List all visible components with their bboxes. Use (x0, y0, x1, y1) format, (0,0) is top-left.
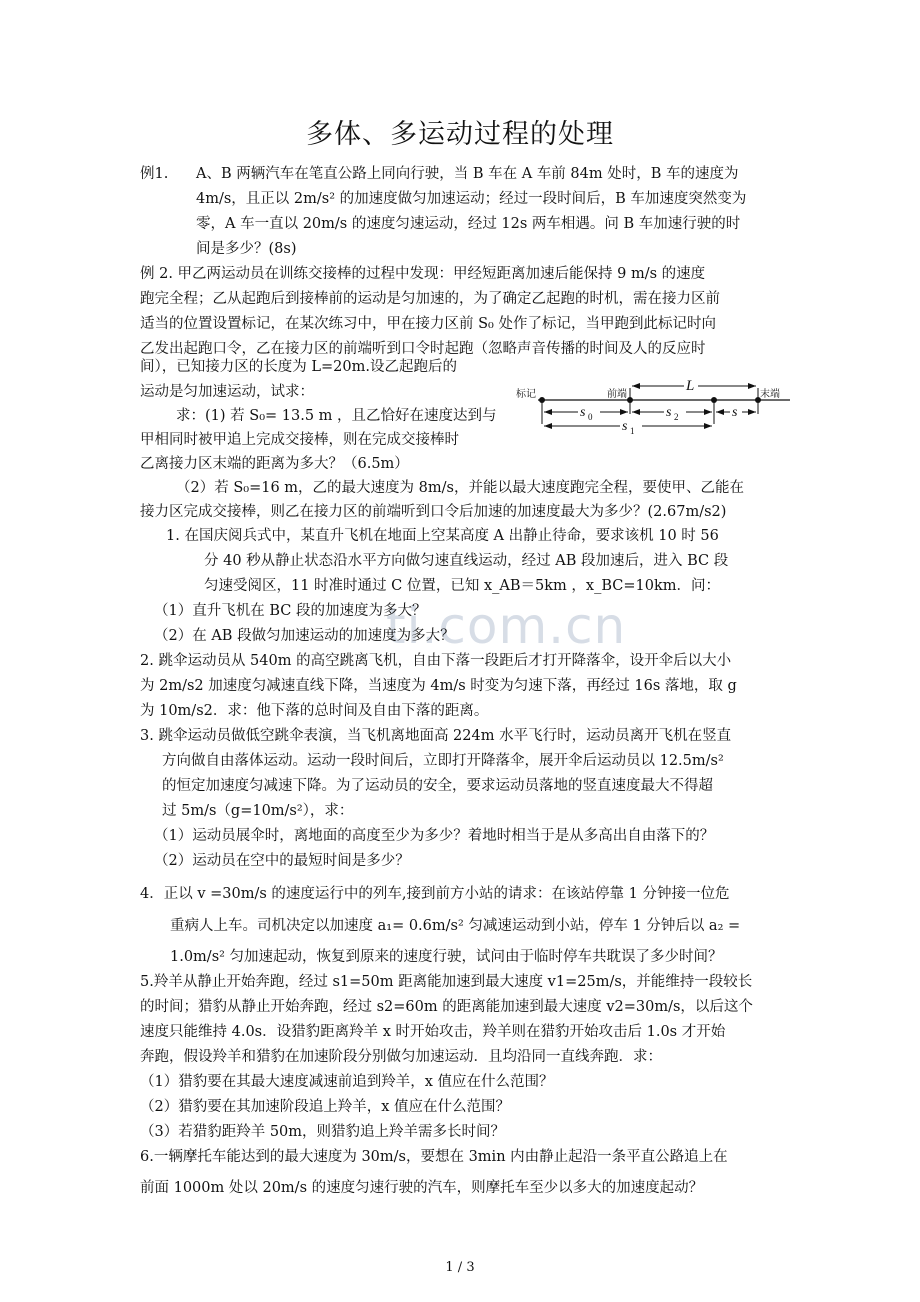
example-2-line-9: 乙离接力区末端的距离为多大？（6.5m） (140, 456, 409, 472)
example-2-line-6: 运动是匀加速运动，试求： (140, 384, 314, 400)
example-2-line-5: 间），已知接力区的长度为 L=20m.设乙起跑后的 (140, 359, 457, 375)
problem-4-line-1: 4．正以 v =30m/s 的速度运行中的列车,接到前方小站的请求：在该站停靠 1 分钟接一位危 (140, 886, 730, 902)
problem-5-line-3: 速度只能维持 4.0s．设猎豹距离羚羊 x 时开始攻击，羚羊则在猎豹开始攻击后 1.0s 才开始 (140, 1024, 726, 1040)
L-arrow-right-head (748, 383, 756, 389)
example-1-line-3: 零，A 车一直以 20m/s 的速度匀速运动，经过 12s 两车相遇。问 B 车加速行驶的时 (196, 216, 741, 232)
s2-subscript: 2 (674, 412, 679, 422)
s2-arrow-right-head (704, 409, 712, 415)
s1-arrow-left-head (544, 423, 552, 429)
example-2-line-3: 适当的位置设置标记，在某次练习中，甲在接力区前 S₀ 处作了标记，当甲跑到此标记时向 (140, 316, 716, 332)
page-title: 多体、多运动过程的处理 (306, 119, 614, 150)
problem-5-line-4: 奔跑，假设羚羊和猎豹在加速阶段分别做匀加速运动．且均沿同一直线奔跑．求： (140, 1049, 662, 1065)
watermark: ti.com.cn (386, 597, 627, 655)
problem-2-line-3: 为 10m/s2．求：他下落的总时间及自由下落的距离。 (140, 703, 489, 719)
problem-5-question-3: （3）若猎豹距羚羊 50m，则猎豹追上羚羊需多长时间？ (140, 1124, 506, 1140)
problem-2-line-1: 2. 跳伞运动员从 540m 的高空跳离飞机，自由下落一段距后才打开降落伞，设开伞后以大小 (140, 653, 732, 669)
s2-label: s (666, 405, 672, 420)
relay-zone-diagram (512, 378, 797, 434)
problem-1-line-2: 分 40 秒从静止状态沿水平方向做匀速直线运动，经过 AB 段加速后，进入 BC 段 (204, 553, 729, 569)
example-2-line-10: （2）若 S₀=16 m，乙的最大速度为 8m/s，并能以最大速度跑完全程，要使甲、乙能在 (176, 480, 744, 496)
s-label: s (732, 405, 738, 420)
example-1-line-4: 间是多少？(8s) (196, 241, 297, 257)
s2-arrow-left-head (632, 409, 640, 415)
s1-label: s (622, 419, 628, 434)
problem-5-line-1: 5.羚羊从静止开始奔跑，经过 s1=50m 距离能加速到最大速度 v1=25m/s，并能维持一段较长 (140, 974, 753, 990)
problem-3-question-2: （2）运动员在空中的最短时间是多少？ (154, 853, 410, 869)
problem-1-line-3: 匀速受阅区，11 时准时通过 C 位置，已知 x_AB＝5km ，x_BC=10km．问： (204, 578, 720, 594)
example-2-line-7: 求：(1) 若 S₀= 13.5 m ，且乙恰好在速度达到与 (176, 408, 497, 424)
L-label: L (686, 378, 695, 394)
mark-label: 标记 (516, 389, 536, 400)
example-1-line-1: A、B 两辆汽车在笔直公路上同向行驶，当 B 车在 A 车前 84m 处时，B 车的速度为 (196, 166, 739, 182)
problem-1-question-2: （2）在 AB 段做匀加速运动的加速度为多大？ (154, 628, 455, 644)
s1-arrow-right-head (704, 423, 712, 429)
end-label: 末端 (760, 389, 780, 400)
s1-subscript: 1 (630, 426, 635, 434)
problem-3-line-2: 方向做自由落体运动。运动一段时间后，立即打开降落伞，展开伞后运动员以 12.5m/s² (162, 753, 724, 769)
problem-5-line-2: 的时间；猎豹从静止开始奔跑，经过 s2=60m 的距离能加速到最大速度 v2=30m/s，以后这个 (140, 999, 753, 1015)
problem-3-question-1: （1）运动员展伞时，离地面的高度至少为多少？着地时相当于是从多高出自由落下的？ (154, 828, 715, 844)
s-arrow-left-head (716, 409, 724, 415)
s0-subscript: 0 (588, 412, 593, 422)
problem-2-line-2: 为 2m/s2 加速度匀减速直线下降，当速度为 4m/s 时变为匀速下落，再经过 16s 落地，取 g (140, 678, 737, 694)
problem-1-line-1: 1. 在国庆阅兵式中，某直升飞机在地面上空某高度 A 出静止待命，要求该机 10 时 56 (166, 528, 719, 544)
example-2-line-4: 乙发出起跑口令，乙在接力区的前端听到口令时起跑（忽略声音传播的时间及人的反应时 (140, 341, 706, 357)
example-2-line-1: 例 2. 甲乙两运动员在训练交接棒的过程中发现：甲经短距离加速后能保持 9 m/s 的速度 (140, 266, 706, 282)
problem-3-line-4: 过 5m/s（g=10m/s²），求： (162, 803, 354, 819)
front-label: 前端 (607, 389, 627, 400)
s0-arrow-right-head (620, 409, 628, 415)
problem-3-line-3: 的恒定加速度匀减速下降。为了运动员的安全，要求运动员落地的竖直速度最大不得超 (162, 778, 713, 794)
problem-4-line-3: 1.0m/s² 匀加速起动，恢复到原来的速度行驶，试问由于临时停车共耽误了多少时间？ (170, 949, 723, 965)
example-1-line-2: 4m/s，且正以 2m/s² 的加速度做匀加速运动；经过一段时间后，B 车加速度突然变为 (196, 191, 747, 207)
problem-5-question-2: （2）猎豹要在其加速阶段追上羚羊，x 值应在什么范围？ (140, 1099, 511, 1115)
problem-6-line-1: 6.一辆摩托车能达到的最大速度为 30m/s，要想在 3min 内由静止起沿一条平直公路追上在 (140, 1149, 728, 1165)
problem-5-question-1: （1）猎豹要在其最大速度减速前追到羚羊，x 值应在什么范围？ (140, 1074, 554, 1090)
problem-4-line-2: 重病人上车。司机决定以加速度 a₁= 0.6m/s² 匀减速运动到小站，停车 1 分钟后以 a₂ = (170, 918, 741, 934)
example-2-line-11: 接力区完成交接棒，则乙在接力区的前端听到口令后加速的加速度最大为多少？(2.67m/s2) (140, 504, 727, 520)
example-2-line-2: 跑完全程；乙从起跑后到接棒前的运动是匀加速的，为了确定乙起跑的时机，需在接力区前 (140, 291, 720, 307)
problem-1-question-1: （1）直升飞机在 BC 段的加速度为多大？ (154, 603, 427, 619)
L-arrow-left-head (632, 383, 640, 389)
example-1-label: 例1. (140, 166, 169, 182)
problem-3-line-1: 3. 跳伞运动员做低空跳伞表演，当飞机离地面高 224m 水平飞行时，运动员离开飞机在竖直 (140, 728, 732, 744)
s-arrow-right-head (748, 409, 756, 415)
s0-arrow-left-head (544, 409, 552, 415)
problem-6-line-2: 前面 1000m 处以 20m/s 的速度匀速行驶的汽车，则摩托车至少以多大的加速度起动？ (140, 1180, 704, 1196)
example-2-line-8: 甲相同时被甲追上完成交接棒，则在完成交接棒时 (140, 432, 459, 448)
page-number: 1 / 3 (445, 1260, 475, 1275)
s0-label: s (580, 405, 586, 420)
